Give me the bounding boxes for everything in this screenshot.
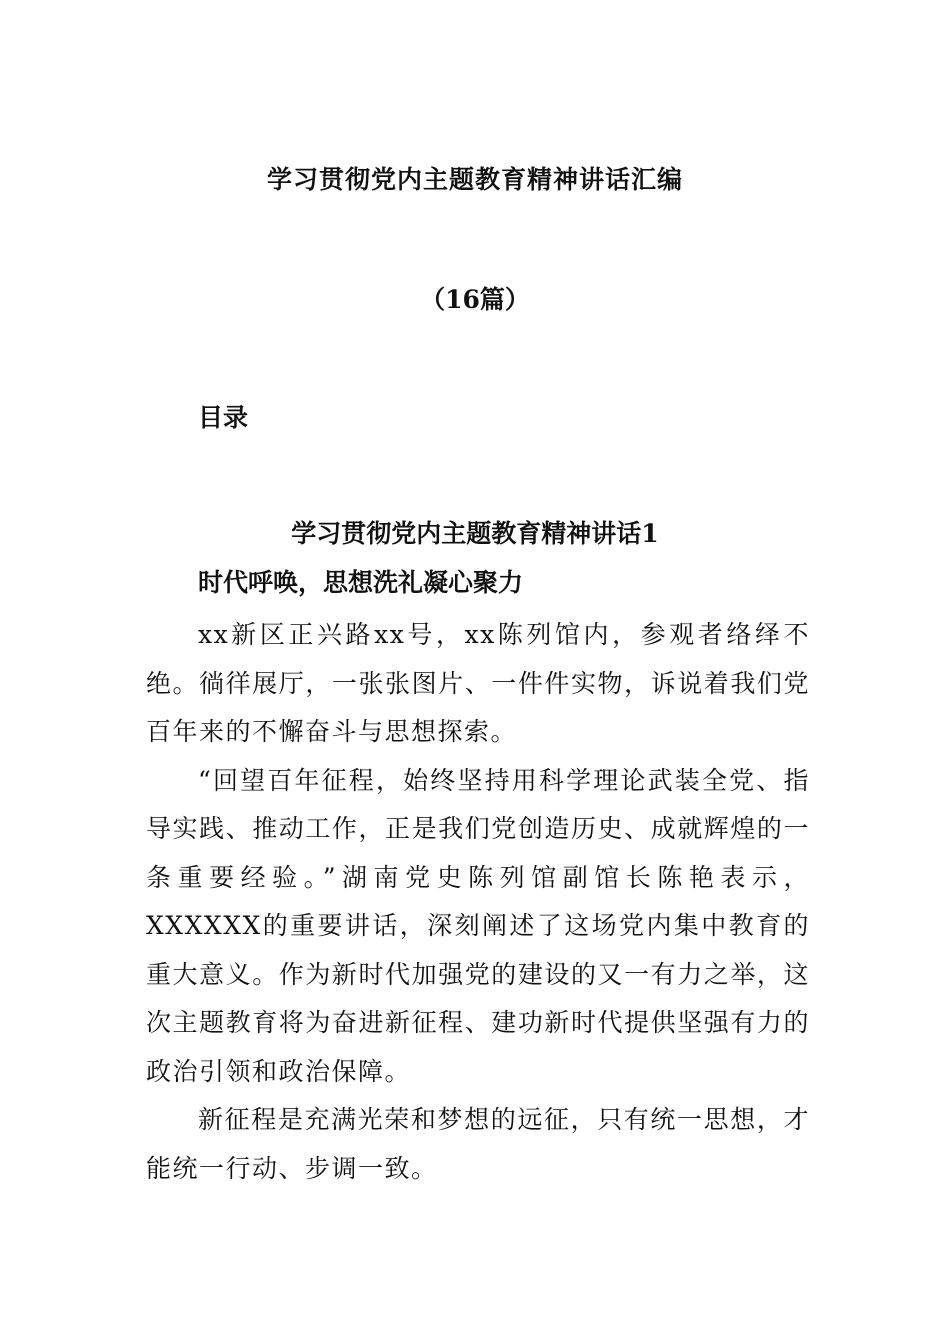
section-subtitle: 时代呼唤，思想洗礼凝心聚力 [198, 568, 524, 597]
section-title: 学习贯彻党内主题教育精神讲话1 [291, 519, 659, 548]
body-text [146, 611, 810, 1193]
toc-heading: 目录 [198, 403, 249, 432]
document-count: （16篇） [420, 285, 530, 314]
paragraph: xx新区正兴路xx号，xx陈列馆内，参观者络绎不绝。徜徉展厅，一张张图片、一件件实物，诉说着我们党百年来的不懈奋斗与思想探索。 [146, 620, 810, 746]
paragraph: “回望百年征程，始终坚持用科学理论武装全党、指导实践、推动工作，正是我们党创造历史、成就辉煌的一条重要经验。”湖南党史陈列馆副馆长陈艳表示，XXXXXX的重要讲话，深刻阐述了这场党内集中教育的重大意义。作为新时代加强党的建设的又一有力之举，这次主题教育将为奋进新征程、建功新时代提供坚强有力的政治引领和政治保障。 [146, 765, 810, 1086]
paragraph: 新征程是充满光荣和梦想的远征，只有统一思想，才能统一行动、步调一致。 [146, 1105, 810, 1183]
document-title: 学习贯彻党内主题教育精神讲话汇编 [266, 165, 683, 194]
